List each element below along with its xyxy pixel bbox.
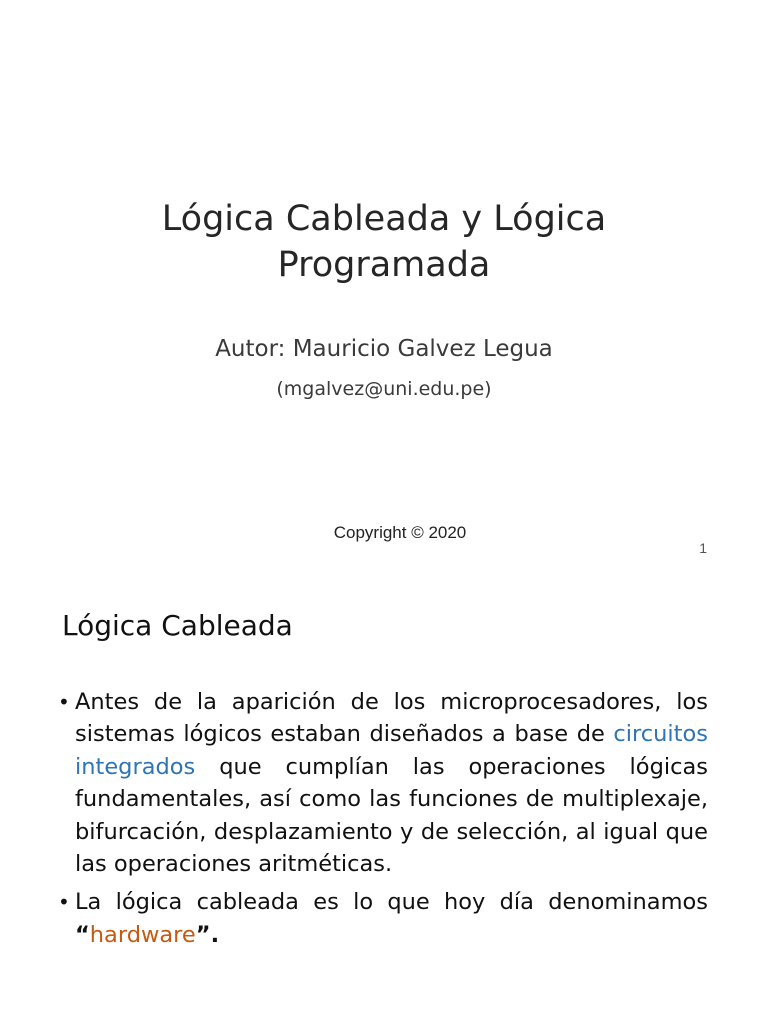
bullet-item bbox=[58, 686, 708, 880]
close-quote: ”. bbox=[195, 921, 220, 948]
title-line-2: Programada bbox=[277, 245, 491, 285]
highlight-term: circuitos integrados bbox=[75, 721, 708, 780]
bullet-text: La lógica cableada es lo que hoy día denominamos bbox=[75, 889, 708, 916]
bullet-text: que cumplían las operaciones lógicas fundamentales, así como las funciones de multiplexaje, bifurcación, desplazamiento y de selección, al igual que las operaciones aritméticas. bbox=[75, 753, 708, 878]
bullet-list bbox=[58, 686, 708, 957]
bullet-dot-icon: • bbox=[58, 890, 70, 915]
author-email: (mgalvez@uni.edu.pe) bbox=[276, 378, 492, 400]
slide-title bbox=[0, 196, 768, 288]
bullet-text: Antes de la aparición de los microprocesadores, los sistemas lógicos estaban diseñados a base de bbox=[75, 689, 708, 748]
copyright-notice: Copyright © 2020 bbox=[333, 523, 467, 542]
bullet-dot-icon: • bbox=[58, 690, 70, 714]
bullet-item bbox=[58, 886, 708, 951]
author-line: Autor: Mauricio Galvez Legua bbox=[215, 336, 553, 362]
content-slide bbox=[0, 576, 768, 1024]
highlight-term: hardware bbox=[89, 921, 196, 948]
section-title: Lógica Cableada bbox=[62, 609, 293, 642]
open-quote: “ bbox=[75, 921, 90, 948]
slide-number: 1 bbox=[699, 540, 707, 556]
title-line-1: Lógica Cableada y Lógica bbox=[161, 199, 607, 239]
